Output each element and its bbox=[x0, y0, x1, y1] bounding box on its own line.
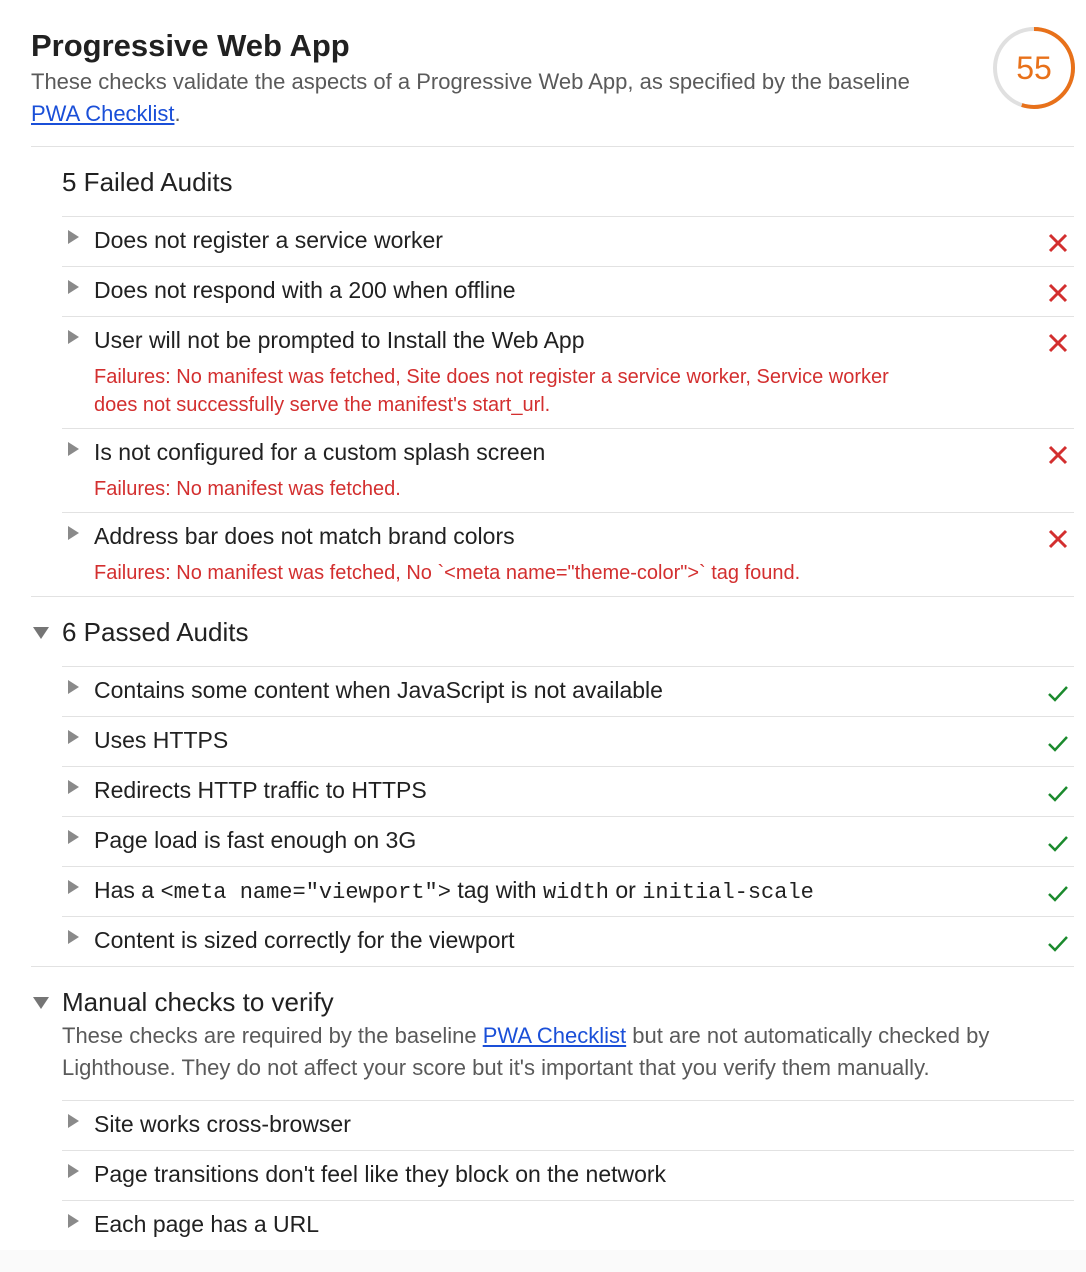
check-icon bbox=[1046, 931, 1070, 955]
triangle-right-icon[interactable] bbox=[68, 880, 79, 894]
triangle-right-icon[interactable] bbox=[68, 230, 79, 244]
triangle-right-icon[interactable] bbox=[68, 330, 79, 344]
code-snippet: initial-scale bbox=[642, 880, 814, 905]
triangle-right-icon[interactable] bbox=[68, 280, 79, 294]
cross-icon bbox=[1046, 231, 1070, 255]
audit-title[interactable]: Does not register a service worker bbox=[94, 227, 443, 253]
audit-row[interactable] bbox=[62, 717, 1074, 767]
audit-row[interactable] bbox=[62, 267, 1074, 317]
audit-title[interactable]: User will not be prompted to Install the Web App bbox=[94, 327, 585, 353]
audit-title[interactable]: Uses HTTPS bbox=[94, 727, 229, 753]
divider bbox=[31, 966, 1074, 967]
triangle-down-icon[interactable] bbox=[33, 997, 49, 1009]
manual-check-row[interactable] bbox=[62, 1101, 1074, 1151]
check-icon bbox=[1046, 831, 1070, 855]
audit-title[interactable]: Has a <meta name="viewport"> tag with width or initial-scale bbox=[94, 877, 814, 905]
triangle-right-icon[interactable] bbox=[68, 1114, 79, 1128]
passed-audits-heading[interactable]: 6 Passed Audits bbox=[62, 617, 249, 647]
audit-title[interactable]: Address bar does not match brand colors bbox=[94, 523, 515, 549]
audit-row[interactable] bbox=[62, 917, 1074, 967]
audit-row[interactable] bbox=[62, 767, 1074, 817]
code-snippet: width bbox=[542, 880, 609, 905]
audit-failure-text: Failures: No manifest was fetched. bbox=[94, 478, 401, 500]
triangle-right-icon[interactable] bbox=[68, 680, 79, 694]
triangle-right-icon[interactable] bbox=[68, 830, 79, 844]
check-icon bbox=[1046, 781, 1070, 805]
triangle-right-icon[interactable] bbox=[68, 526, 79, 540]
divider bbox=[31, 146, 1074, 147]
triangle-right-icon[interactable] bbox=[68, 1164, 79, 1178]
category-title: Progressive Web App bbox=[31, 28, 350, 63]
audit-failure-text: Failures: No manifest was fetched, Site does not register a service worker, Service worker does not successfully serve the manifest's start_url. bbox=[94, 366, 889, 416]
pwa-checklist-link[interactable]: PWA Checklist bbox=[31, 101, 175, 126]
triangle-right-icon[interactable] bbox=[68, 442, 79, 456]
audit-title[interactable]: Does not respond with a 200 when offline bbox=[94, 277, 516, 303]
manual-checks-description: These checks are required by the baseline PWA Checklist but are not automatically checked by Lighthouse. They do not affect your score but it's important that you verify them manually. bbox=[62, 1023, 990, 1080]
audit-row[interactable] bbox=[62, 513, 1074, 597]
audit-row[interactable] bbox=[62, 867, 1074, 917]
category-description: These checks validate the aspects of a Progressive Web App, as specified by the baseline PWA Checklist. bbox=[31, 69, 910, 126]
manual-check-title[interactable]: Page transitions don't feel like they block on the network bbox=[94, 1161, 667, 1187]
audit-row[interactable] bbox=[62, 667, 1074, 717]
cross-icon bbox=[1046, 527, 1070, 551]
audit-row[interactable] bbox=[62, 429, 1074, 513]
score-value: 55 bbox=[1016, 49, 1052, 86]
triangle-right-icon[interactable] bbox=[68, 780, 79, 794]
category-header bbox=[31, 26, 931, 130]
check-icon bbox=[1046, 681, 1070, 705]
audit-title[interactable]: Page load is fast enough on 3G bbox=[94, 827, 417, 853]
divider bbox=[31, 596, 1074, 597]
manual-check-row[interactable] bbox=[62, 1151, 1074, 1201]
cross-icon bbox=[1046, 331, 1070, 355]
code-snippet: <meta name="viewport"> bbox=[160, 880, 451, 905]
manual-check-row[interactable] bbox=[62, 1201, 1074, 1251]
pwa-checklist-link[interactable]: PWA Checklist bbox=[482, 1023, 627, 1048]
triangle-right-icon[interactable] bbox=[68, 930, 79, 944]
cross-icon bbox=[1046, 281, 1070, 305]
score-gauge bbox=[992, 26, 1076, 110]
audit-row[interactable] bbox=[62, 317, 1074, 429]
check-icon bbox=[1046, 881, 1070, 905]
audit-title[interactable]: Content is sized correctly for the viewport bbox=[94, 927, 515, 953]
audit-failure-text: Failures: No manifest was fetched, No `<meta name="theme-color">` tag found. bbox=[94, 562, 801, 584]
audit-row[interactable] bbox=[62, 217, 1074, 267]
triangle-right-icon[interactable] bbox=[68, 1214, 79, 1228]
check-icon bbox=[1046, 731, 1070, 755]
audit-title[interactable]: Redirects HTTP traffic to HTTPS bbox=[94, 777, 427, 803]
manual-check-title[interactable]: Each page has a URL bbox=[94, 1211, 320, 1237]
triangle-down-icon[interactable] bbox=[33, 627, 49, 639]
audit-title[interactable]: Contains some content when JavaScript is not available bbox=[94, 677, 663, 703]
footer-strip bbox=[0, 1250, 1086, 1272]
triangle-right-icon[interactable] bbox=[68, 730, 79, 744]
audit-row[interactable] bbox=[62, 817, 1074, 867]
manual-check-title[interactable]: Site works cross-browser bbox=[94, 1111, 351, 1137]
failed-audits-heading: 5 Failed Audits bbox=[62, 167, 233, 197]
manual-checks-heading[interactable]: Manual checks to verify bbox=[62, 987, 334, 1017]
audit-title[interactable]: Is not configured for a custom splash screen bbox=[94, 439, 546, 465]
cross-icon bbox=[1046, 443, 1070, 467]
